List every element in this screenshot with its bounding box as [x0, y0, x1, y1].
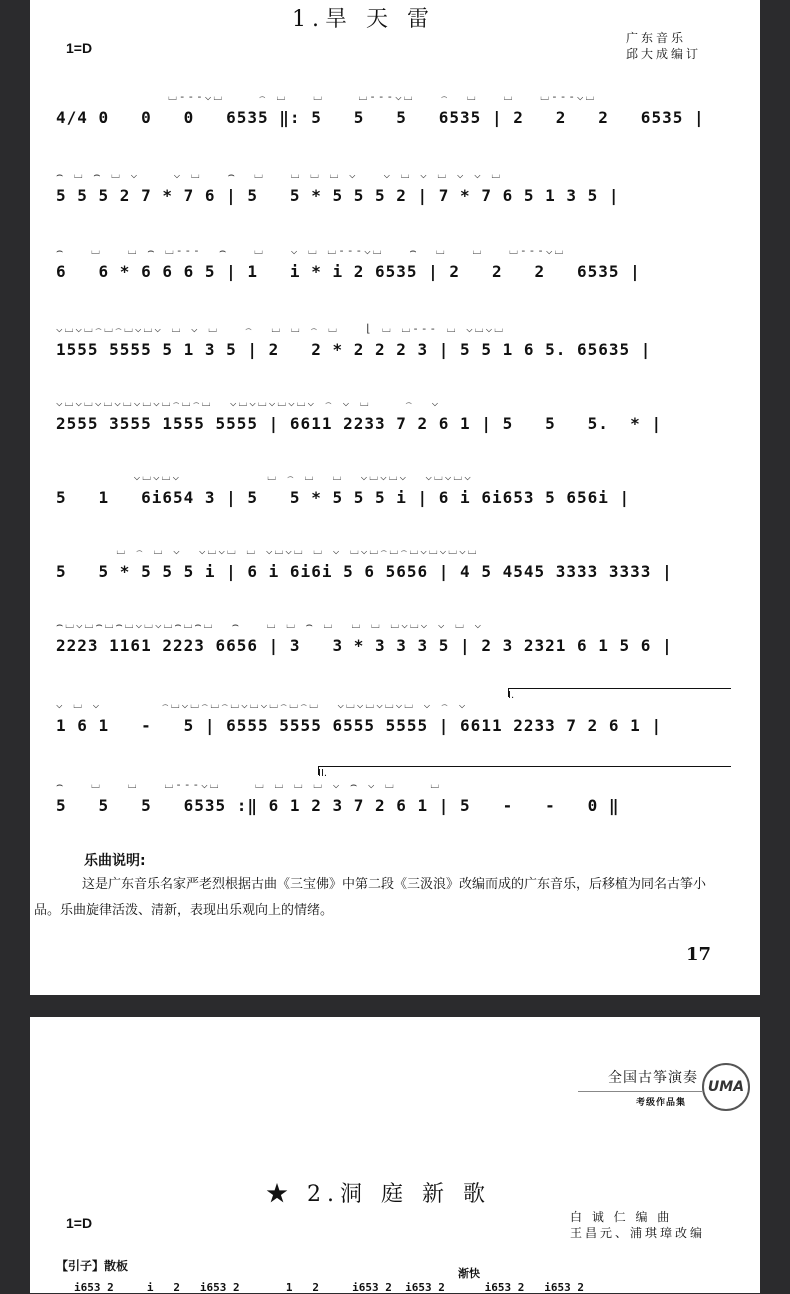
volta-two: II.: [318, 768, 328, 779]
notation-row: [56, 318, 734, 378]
fingering-marks: ⌵⌴⌵⌴⌢⌴⌢⌴⌵⌴⌵ ⌴ ⌵ ⌴ ⌢ ⌴ ⌴ ⌢ ⌴ ⌊ ⌴ ⌴--- ⌴ ⌵⌴⌵⌴: [56, 322, 506, 335]
logo-text: UMA: [707, 1079, 745, 1095]
fingering-marks: ⌢ ⌴ ⌴ ⌢ ⌴--- ⌢ ⌴ ⌵ ⌴ ⌴---⌵⌴ ⌢ ⌴ ⌴ ⌴---⌵⌴: [56, 244, 566, 257]
fingering-marks: ⌵⌴⌵⌴⌵⌴⌵⌴⌵⌴⌵⌴⌢⌴⌢⌴ ⌵⌴⌵⌴⌵⌴⌵⌴⌵ ⌢ ⌵ ⌴ ⌢ ⌵: [56, 396, 441, 409]
fingering-marks: ⌵ ⌴ ⌵ ⌢⌴⌵⌴⌢⌴⌢⌴⌵⌴⌵⌴⌢⌴⌢⌴ ⌵⌴⌵⌴⌵⌴⌵⌴ ⌵ ⌢ ⌵: [56, 698, 468, 711]
series-title: 全国古筝演奏: [608, 1070, 698, 1086]
notation-row: [56, 690, 734, 754]
page-number: 17: [686, 944, 712, 965]
key-signature: 1=D: [66, 40, 93, 56]
notation-row: [56, 164, 734, 224]
notation-row: [56, 392, 734, 452]
notation-row: [56, 86, 734, 146]
notation-row: [56, 240, 734, 300]
notation-text: 5 5 * 5 5 5 i | 6 i 6i6i 5 6 5656 | 4 5 4545 3333 3333 |: [56, 562, 673, 581]
notation-text: 1 6 1 - 5 | 6555 5555 6555 5555 | 6611 2233 7 2 6 1 |: [56, 716, 663, 735]
fingering-marks: ⌢ ⌴ ⌢ ⌴ ⌵ ⌵ ⌴ ⌢ ⌴ ⌴ ⌴ ⌴ ⌵ ⌵ ⌴ ⌵ ⌴ ⌵ ⌵ ⌴: [56, 168, 503, 181]
notes-heading: 乐曲说明:: [84, 853, 146, 869]
series-rule: [578, 1091, 702, 1092]
notation-row: [56, 466, 734, 526]
notation-text: 4/4 0 0 0 6535 ‖: 5 5 5 6535 | 2 2 2 6535 |: [56, 108, 705, 127]
score-page-17: [30, 0, 760, 995]
volta-bracket: [508, 688, 731, 697]
fingering-marks: ⌵⌴⌵⌴⌵ ⌴ ⌢ ⌴ ⌴ ⌵⌴⌵⌴⌵ ⌵⌴⌵⌴⌵: [56, 470, 473, 483]
notation-text: 5 5 5 2 7 * 7 6 | 5 5 * 5 5 5 2 | 7 * 7 6 5 1 3 5 |: [56, 186, 620, 205]
notation-text: 1555 5555 5 1 3 5 | 2 2 * 2 2 2 3 | 5 5 1 6 5. 65635 |: [56, 340, 652, 359]
notation-text: 2223 1161 2223 6656 | 3 3 * 3 3 3 5 | 2 3 2321 6 1 5 6 |: [56, 636, 673, 655]
arranger-label: 王昌元、浦琪璋改编: [570, 1226, 706, 1240]
first-notation-row: i653 2 i 2 i653 2 1 2 i653 2 i653 2 i653 2 i653 2: [74, 1281, 584, 1294]
section-label: 【引子】散板: [56, 1259, 129, 1273]
series-subtitle: 考级作品集: [636, 1098, 687, 1108]
volta-one: I.: [508, 690, 515, 701]
fingering-marks: ⌢⌴⌵⌴⌢⌴⌢⌴⌵⌴⌵⌴⌢⌴⌢⌴ ⌢ ⌴ ⌴ ⌢ ⌴ ⌴ ⌴ ⌴⌵⌴⌵ ⌵ ⌴ ⌵: [56, 618, 484, 631]
piece-title: 1.旱 天 雷: [292, 7, 435, 32]
notation-text: 2555 3555 1555 5555 | 6611 2233 7 2 6 1 | 5 5 5. * |: [56, 414, 663, 433]
notes-text: 这是广东音乐名家严老烈根据古曲《三宝佛》中第二段《三汲浪》改编而成的广东音乐，后移植为同名古筝小品。乐曲旋律活泼、清新，表现出乐观向上的情绪。: [34, 877, 707, 918]
key-signature: 1=D: [66, 1215, 93, 1231]
piece-title: ★ 2.洞 庭 新 歌: [266, 1182, 491, 1207]
notation-text: 5 1 6i654 3 | 5 5 * 5 5 5 i | 6 i 6i653 5 656i |: [56, 488, 631, 507]
notation-row: [56, 768, 734, 834]
composer-label: 白 诚 仁 编 曲: [570, 1210, 673, 1224]
volta-bracket: [318, 766, 731, 775]
notation-text: 5 5 5 6535 :‖ 6 1 2 3 7 2 6 1 | 5 - - 0 ‖: [56, 796, 620, 815]
fingering-marks: ⌴ ⌢ ⌴ ⌵ ⌵⌴⌵⌴ ⌴ ⌵⌴⌵⌴ ⌴ ⌵ ⌴⌵⌴⌢⌴⌢⌴⌵⌴⌵⌴⌵⌴: [56, 544, 479, 557]
score-page-next: [30, 1017, 760, 1293]
notation-row: [56, 614, 734, 674]
notation-text: 6 6 * 6 6 6 5 | 1 i * i 2 6535 | 2 2 2 6535 |: [56, 262, 641, 281]
source-label: 广东音乐: [626, 31, 687, 45]
publisher-logo-icon: [702, 1063, 750, 1111]
notation-row: [56, 540, 734, 600]
arranger-label: 邱大成编订: [626, 47, 702, 61]
tempo-marking: 渐快: [458, 1267, 480, 1280]
fingering-marks: ⌢ ⌴ ⌴ ⌴---⌵⌴ ⌴ ⌴ ⌴ ⌴ ⌵ ⌢ ⌵ ⌴ ⌴: [56, 778, 442, 791]
fingering-marks: ⌴---⌵⌴ ⌢ ⌴ ⌴ ⌴---⌵⌴ ⌢ ⌴ ⌴ ⌴---⌵⌴: [56, 90, 597, 103]
